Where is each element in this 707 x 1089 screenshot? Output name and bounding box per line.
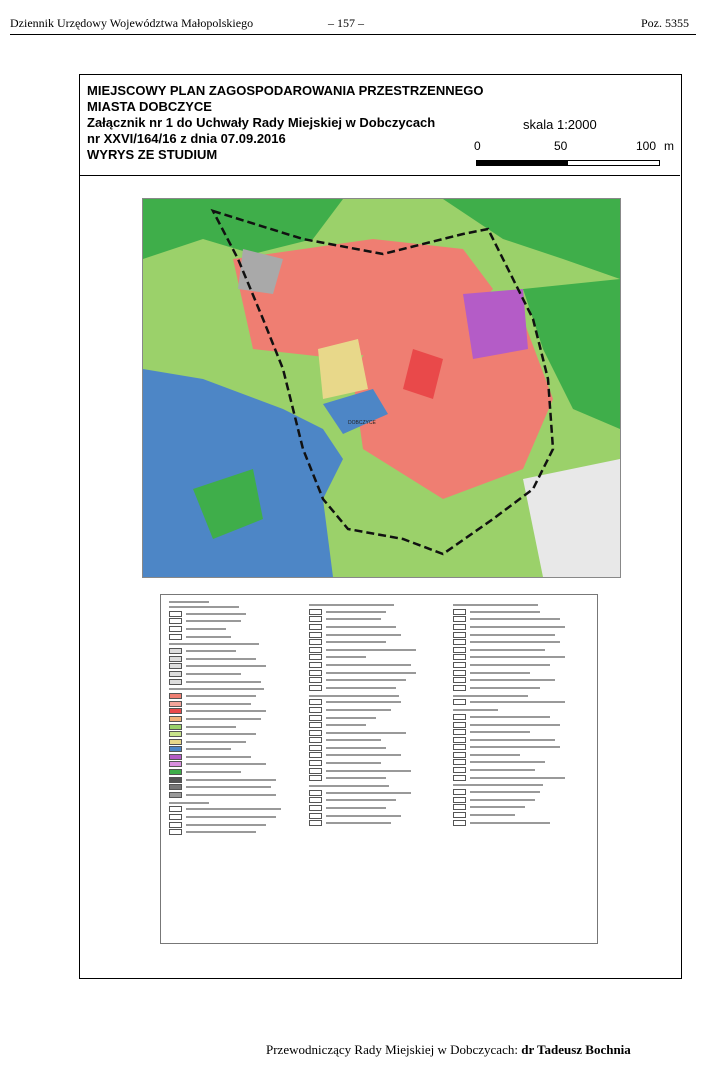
signature-prefix: Przewodniczący Rady Miejskiej w Dobczycach: [266, 1042, 518, 1057]
signatory-name: dr Tadeusz Bochnia [521, 1042, 631, 1057]
header-rule [10, 34, 696, 35]
page-number: – 157 – [328, 16, 364, 30]
industrial-zone [463, 289, 528, 359]
town-label: DOBCZYCE [348, 420, 376, 426]
legend [160, 594, 598, 944]
title-line-3: Załącznik nr 1 do Uchwały Rady Miejskiej w Dobczycach [87, 115, 436, 130]
scale-tick-50: 50 [554, 139, 568, 153]
plan-title [87, 83, 484, 163]
title-line-1: MIEJSCOWY PLAN ZAGOSPODAROWANIA PRZESTRZENNEGO [87, 83, 484, 98]
position-number: Poz. 5355 [641, 16, 689, 30]
title-block [80, 75, 680, 176]
scale-unit: m [664, 139, 674, 153]
legend-column-1 [169, 601, 299, 836]
scale-tick-0: 0 [474, 139, 481, 153]
signature-line [266, 1042, 631, 1058]
attachment-frame [79, 74, 682, 979]
scale-label: skala 1:2000 [523, 117, 597, 132]
study-map [142, 198, 621, 578]
title-line-2: MIASTA DOBCZYCE [87, 99, 212, 114]
scale-bar [476, 160, 660, 166]
title-line-4: nr XXVI/164/16 z dnia 07.09.2016 [87, 131, 286, 146]
scale-tick-100: 100 [636, 139, 657, 153]
title-line-5: WYRYS ZE STUDIUM [87, 147, 218, 162]
journal-title: Dziennik Urzędowy Województwa Małopolskiego [10, 16, 254, 30]
legend-column-2 [309, 601, 444, 827]
legend-column-3 [453, 601, 591, 826]
